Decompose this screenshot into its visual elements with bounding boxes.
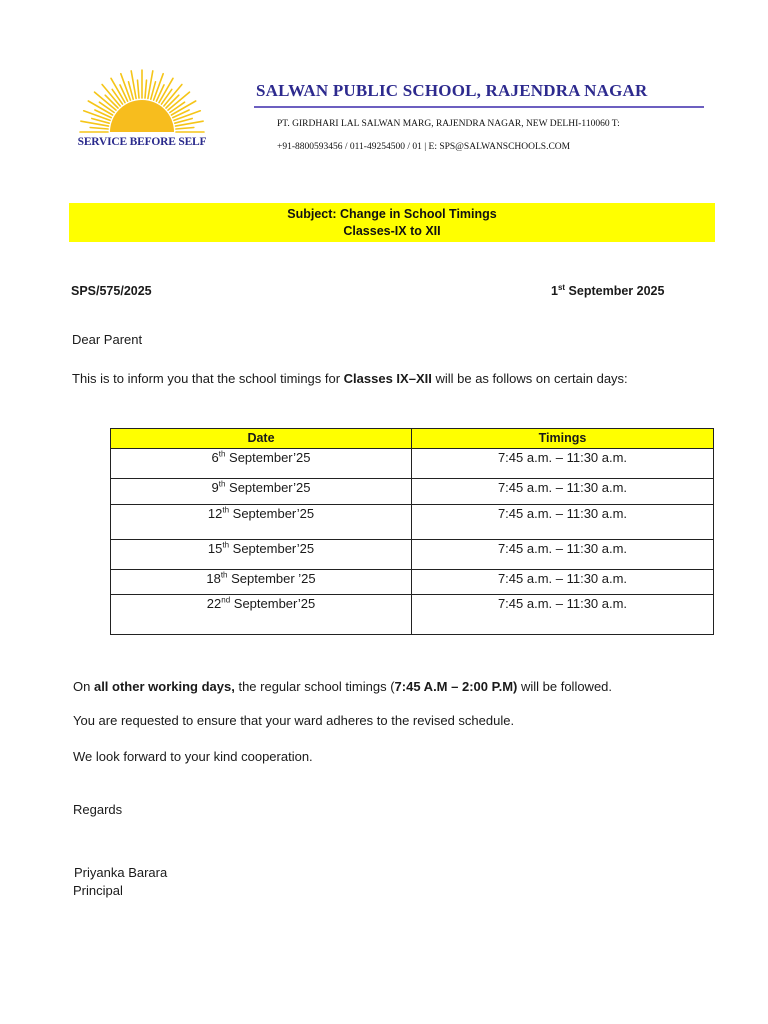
header-divider <box>254 106 704 108</box>
regular-timings-paragraph: On all other working days, the regular school timings (7:45 A.M – 2:00 P.M) will be followed. <box>73 679 613 694</box>
sun-icon <box>72 68 212 138</box>
cooperation-paragraph: We look forward to your kind cooperation. <box>73 749 313 764</box>
signatory-title: Principal <box>73 883 123 898</box>
salutation: Dear Parent <box>72 332 143 347</box>
school-name: SALWAN PUBLIC SCHOOL, RAJENDRA NAGAR <box>256 81 648 100</box>
date-cell: 15th September’25 <box>111 540 412 570</box>
reference-number: SPS/575/2025 <box>71 284 152 298</box>
date-cell: 9th September’25 <box>111 479 412 505</box>
date-cell: 12th September’25 <box>111 505 412 540</box>
intro-paragraph <box>72 371 628 386</box>
date-cell: 18th September ’25 <box>111 570 412 595</box>
date-month-year: September 2025 <box>565 284 665 298</box>
subject-line: Subject: Change in School Timings <box>287 207 497 221</box>
timing-cell: 7:45 a.m. – 11:30 a.m. <box>412 540 714 570</box>
table-row <box>111 540 714 570</box>
school-motto: SERVICE BEFORE SELF <box>77 136 207 148</box>
date-suffix: st <box>557 282 566 292</box>
closing: Regards <box>73 802 123 817</box>
request-paragraph: You are requested to ensure that your ward adheres to the revised schedule. <box>73 713 515 728</box>
table-header-row <box>111 429 714 449</box>
date-day: 1 <box>551 284 558 298</box>
date-column-header: Date <box>111 429 412 449</box>
school-contact: +91-8800593456 / 011-49254500 / 01 | E: SPS@SALWANSCHOOLS.COM <box>277 142 571 152</box>
intro-classes: Classes IX–XII <box>343 371 432 386</box>
timing-cell: 7:45 a.m. – 11:30 a.m. <box>412 595 714 635</box>
table-row <box>111 449 714 479</box>
date-cell: 6th September’25 <box>111 449 412 479</box>
letter-date <box>551 284 664 298</box>
school-address: PT. GIRDHARI LAL SALWAN MARG, RAJENDRA NAGAR, NEW DELHI-110060 T: <box>277 119 620 129</box>
timing-cell: 7:45 a.m. – 11:30 a.m. <box>412 570 714 595</box>
sun-ray <box>138 80 140 98</box>
timing-cell: 7:45 a.m. – 11:30 a.m. <box>412 479 714 505</box>
table-row <box>111 505 714 540</box>
intro-text-end: will be as follows on certain days: <box>431 371 628 386</box>
timing-cell: 7:45 a.m. – 11:30 a.m. <box>412 449 714 479</box>
signatory-name: Priyanka Barara <box>74 865 168 880</box>
table-row <box>111 570 714 595</box>
timing-cell: 7:45 a.m. – 11:30 a.m. <box>412 505 714 540</box>
subject-banner <box>69 203 715 242</box>
intro-text: This is to inform you that the school timings for <box>72 371 344 386</box>
timings-column-header: Timings <box>412 429 714 449</box>
date-cell: 22nd September’25 <box>111 595 412 635</box>
timings-table <box>110 428 714 635</box>
sun-ray <box>90 128 108 130</box>
sun-ray <box>176 128 194 130</box>
sun-ray <box>145 80 147 98</box>
table-row <box>111 479 714 505</box>
school-logo <box>72 68 212 158</box>
subject-classes: Classes-IX to XII <box>343 224 441 238</box>
table-row <box>111 595 714 635</box>
